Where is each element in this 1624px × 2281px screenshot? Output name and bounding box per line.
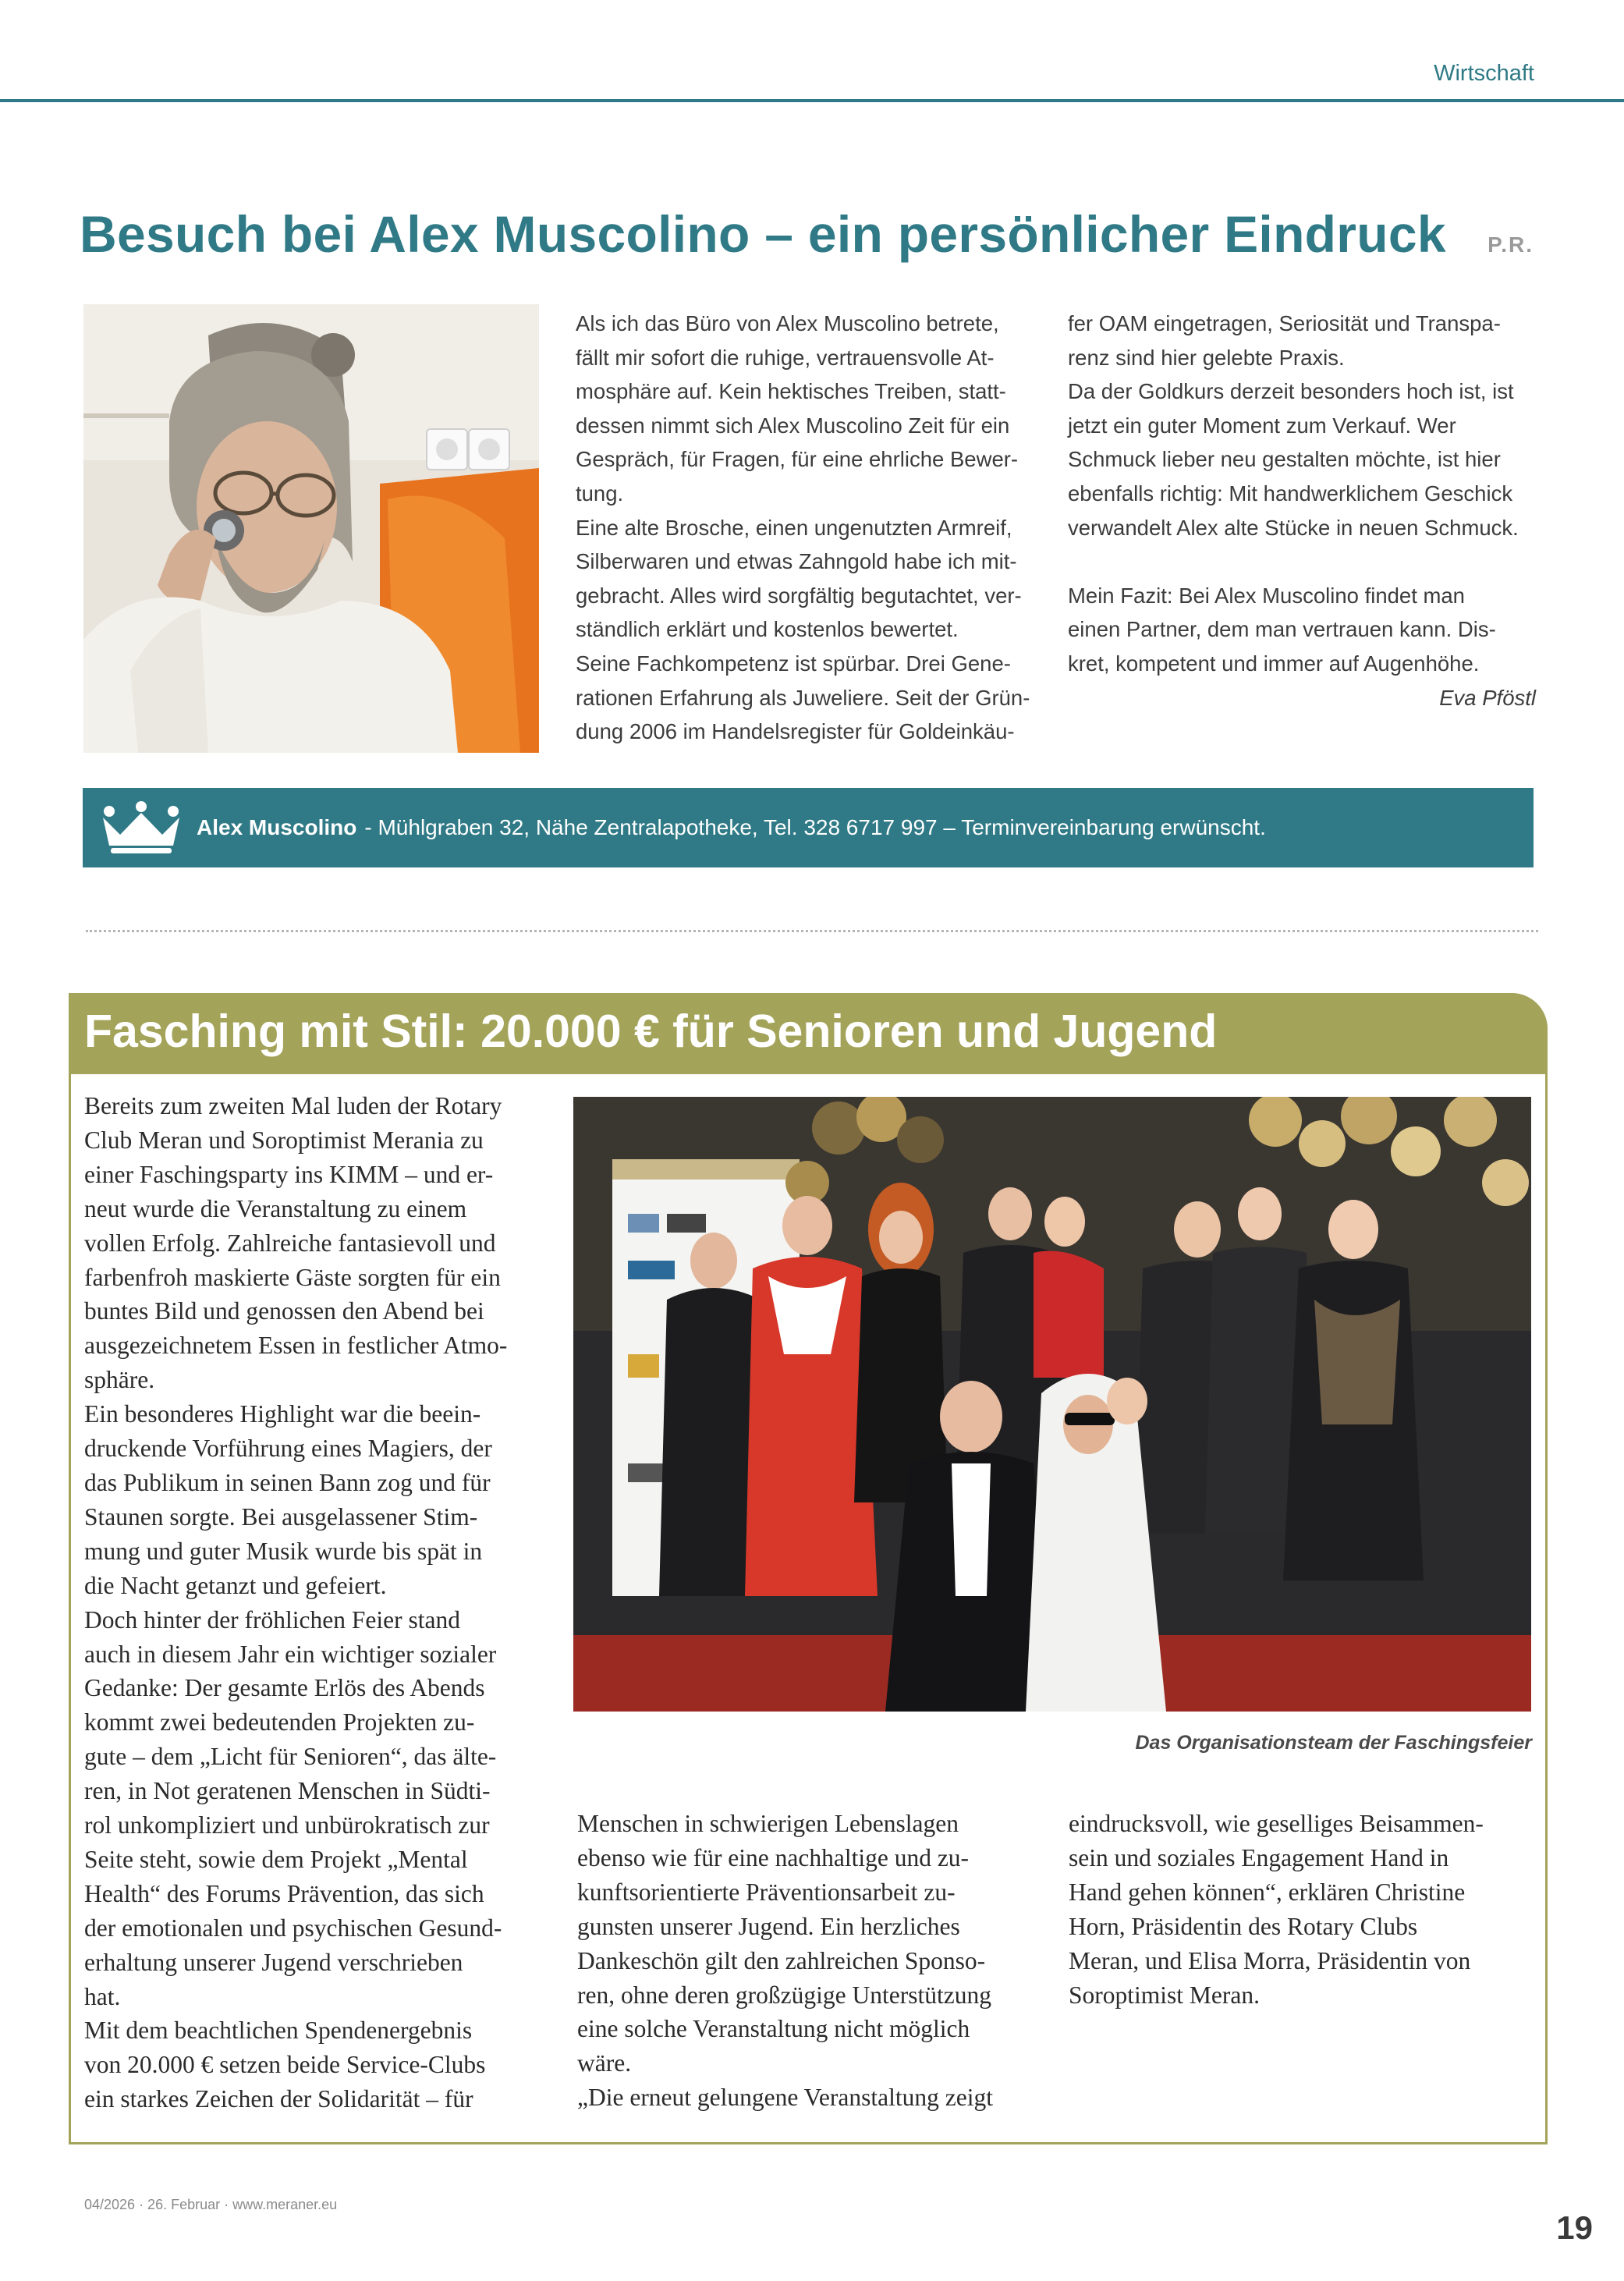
section-label: Wirtschaft [1434, 61, 1534, 86]
text-line: Schmuck lieber neu gestalten möchte, ist hier [1068, 447, 1501, 472]
author-name: Eva Pföstl [1439, 685, 1536, 710]
text-line: Horn, Präsidentin des Rotary Clubs [1069, 1912, 1418, 1940]
text-line: Menschen in schwierigen Lebenslagen [577, 1810, 959, 1837]
text-line: hat. [84, 1982, 121, 2010]
text-line: Seite steht, sowie dem Projekt „Mental [84, 1845, 468, 1873]
text-line: vollen Erfolg. Zahlreiche fantasievoll und [84, 1229, 496, 1257]
text-line: ein starkes Zeichen der Solidarität – für [84, 2085, 473, 2113]
text-line: Ein besonderes Highlight war die beein- [84, 1400, 481, 1428]
text-line: wäre. [577, 2049, 632, 2077]
text-line: druckende Vorführung eines Magiers, der [84, 1435, 492, 1463]
text-line: neut wurde die Veranstaltung zu einem [84, 1194, 467, 1222]
contact-name: Alex Muscolino [197, 815, 357, 839]
text-line: Seine Fachkompetenz ist spürbar. Drei Gene- [576, 651, 1011, 676]
text-line: verwandelt Alex alte Stücke in neuen Schmuck. [1068, 515, 1519, 540]
article2-title: Fasching mit Stil: 20.000 € für Senioren und Jugend [84, 1006, 1218, 1057]
text-line: die Nacht getanzt und gefeiert. [84, 1571, 387, 1599]
article2-column-2 [577, 1807, 1045, 2115]
contact-info-bar [83, 788, 1534, 867]
text-line: farbenfroh maskierte Gäste sorgten für ein [84, 1263, 501, 1291]
text-line: Soroptimist Meran. [1069, 1981, 1260, 2009]
text-line: ausgezeichnetem Essen in festlicher Atmo- [84, 1332, 508, 1360]
article1-column-2 [1068, 307, 1536, 715]
text-line: Doch hinter der fröhlichen Feier stand [84, 1605, 460, 1634]
text-line: gebracht. Alles wird sorgfältig begutachtet, ver- [576, 583, 1022, 608]
text-line: jetzt ein guter Moment zum Verkauf. Wer [1068, 413, 1456, 438]
text-line: auch in diesem Jahr ein wichtiger sozialer [84, 1640, 497, 1668]
pr-tag: P.R. [1487, 232, 1534, 257]
text-line: mung und guter Musik wurde bis spät in [84, 1537, 483, 1565]
text-line: ren, in Not geratenen Menschen in Südti- [84, 1777, 491, 1805]
text-line: Da der Goldkurs derzeit besonders hoch ist, ist [1068, 379, 1514, 404]
text-line: ebenso wie für eine nachhaltige und zu- [577, 1843, 970, 1871]
text-line: kret, kompetent und immer auf Augenhöhe. [1068, 651, 1480, 676]
article2-column-3 [1069, 1807, 1537, 2012]
portrait-photo [83, 304, 539, 753]
text-line: gute – dem „Licht für Senioren“, das älte- [84, 1743, 497, 1771]
text-line: Meran, und Elisa Morra, Präsidentin von [1069, 1946, 1471, 1974]
text-line: mosphäre auf. Kein hektisches Treiben, statt- [576, 379, 1006, 404]
text-line: Health“ des Forums Prävention, das sich [84, 1879, 484, 1907]
text-line: Bereits zum zweiten Mal luden der Rotary [84, 1092, 502, 1119]
text-line: dung 2006 im Handelsregister für Goldeinkäu- [576, 719, 1015, 744]
text-line: fällt mir sofort die ruhige, vertrauensvolle At- [576, 345, 995, 370]
text-line: „Die erneut gelungene Veranstaltung zeigt [577, 2084, 993, 2112]
article1-title: Besuch bei Alex Muscolino – ein persönlicher Eindruck [80, 205, 1446, 263]
section-divider [86, 930, 1538, 932]
text-line: von 20.000 € setzen beide Service-Clubs [84, 2051, 486, 2079]
article2-column-1 [84, 1089, 552, 2116]
header-rule [0, 99, 1624, 102]
text-line: das Publikum in seinen Bann zog und für [84, 1468, 491, 1496]
text-line: ständlich erklärt und kostenlos bewertet. [576, 617, 959, 642]
contact-details: - Mühlgraben 32, Nähe Zentralapotheke, Tel. 328 6717 997 – Terminvereinbarung erwünscht. [364, 815, 1266, 839]
text-line: ren, ohne deren großzügige Unterstützung [577, 1981, 991, 2009]
text-line: sphäre. [84, 1366, 155, 1394]
text-line: Dankeschön gilt den zahlreichen Sponso- [577, 1946, 986, 1974]
text-line: Hand gehen können“, erklären Christine [1069, 1878, 1466, 1906]
footer-issue-info: 04/2026 · 26. Februar · www.meraner.eu [84, 2197, 338, 2212]
text-line: Als ich das Büro von Alex Muscolino betrete, [576, 311, 999, 335]
text-line: eindrucksvoll, wie geselliges Beisammen- [1069, 1810, 1484, 1837]
text-line: Gedanke: Der gesamte Erlös des Abends [84, 1674, 485, 1702]
text-line: eine solche Veranstaltung nicht möglich [577, 2015, 970, 2043]
text-line: sein und soziales Engagement Hand in [1069, 1843, 1449, 1871]
text-line: fer OAM eingetragen, Seriosität und Transpa- [1068, 311, 1501, 335]
text-line: Mein Fazit: Bei Alex Muscolino findet man [1068, 583, 1465, 608]
text-line: erhaltung unserer Jugend verschrieben [84, 1948, 463, 1976]
text-line: einen Partner, dem man vertrauen kann. Dis- [1068, 617, 1496, 642]
crown-icon [98, 800, 184, 855]
group-photo [573, 1097, 1531, 1712]
text-line: kunftsorientierte Präventionsarbeit zu- [577, 1878, 956, 1906]
text-line: Silberwaren und etwas Zahngold habe ich mit- [576, 549, 1017, 574]
photo-caption: Das Organisationsteam der Faschingsfeier [1135, 1732, 1532, 1754]
text-line: rationen Erfahrung als Juweliere. Seit der Grün- [576, 685, 1030, 710]
text-line: gunsten unserer Jugend. Ein herzliches [577, 1912, 960, 1940]
text-line: einer Faschingsparty ins KIMM – und er- [84, 1160, 494, 1188]
text-line: Eine alte Brosche, einen ungenutzten Armreif, [576, 515, 1012, 540]
text-line: ebenfalls richtig: Mit handwerklichem Geschick [1068, 481, 1513, 506]
text-line: Gespräch, für Fragen, für eine ehrliche Bewer- [576, 447, 1019, 472]
text-line: Club Meran und Soroptimist Merania zu [84, 1126, 484, 1154]
text-line: tung. [576, 481, 624, 506]
text-line: Staunen sorgte. Bei ausgelassener Stim- [84, 1502, 478, 1531]
article1-column-1 [576, 307, 1036, 749]
text-line: renz sind hier gelebte Praxis. [1068, 345, 1345, 370]
text-line: Mit dem beachtlichen Spendenergebnis [84, 2017, 473, 2045]
text-line: buntes Bild und genossen den Abend bei [84, 1297, 484, 1325]
text-line: rol unkompliziert und unbürokratisch zur [84, 1811, 490, 1839]
text-line: dessen nimmt sich Alex Muscolino Zeit für ein [576, 413, 1010, 438]
text-line: der emotionalen und psychischen Gesund- [84, 1914, 502, 1942]
page-number: 19 [1556, 2209, 1593, 2246]
text-line: kommt zwei bedeutenden Projekten zu- [84, 1708, 475, 1736]
